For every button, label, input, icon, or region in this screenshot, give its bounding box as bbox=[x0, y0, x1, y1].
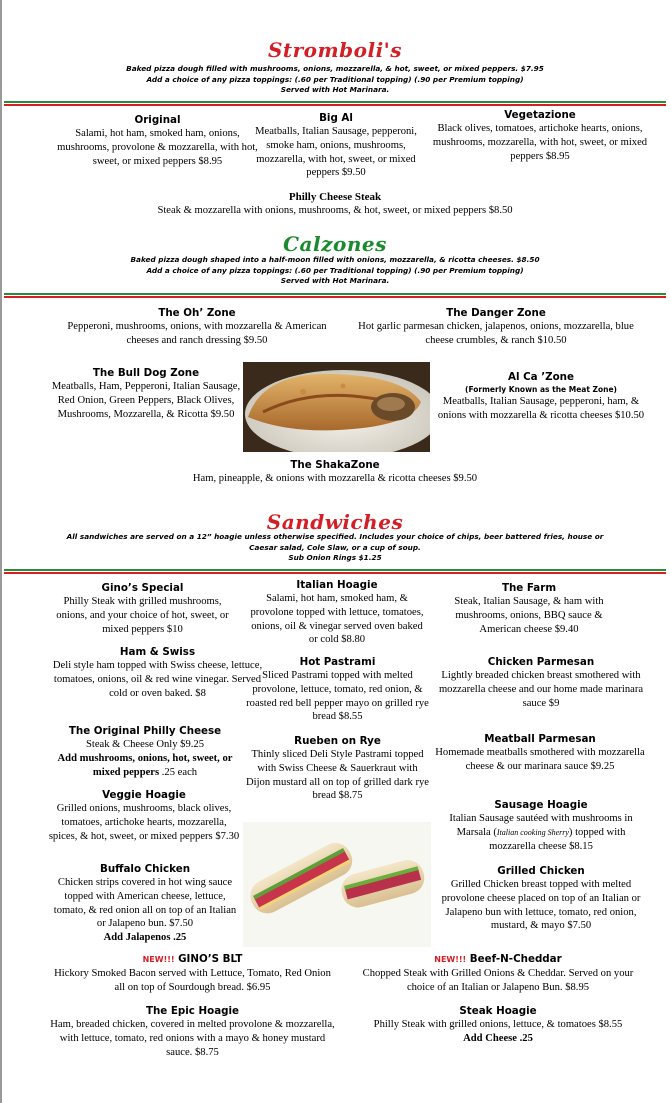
item-desc: ) topped with mozzarella cheese $8.15 bbox=[489, 826, 626, 852]
item-name: Sausage Hoagie bbox=[494, 799, 588, 811]
item-name: Hot Pastrami bbox=[299, 656, 376, 668]
section-divider bbox=[4, 569, 666, 575]
menu-item bbox=[432, 370, 650, 423]
sandwiches-intro-line: All sandwiches are served on a 12” hoagie unless otherwise specified. Includes your choice of chips, beer battered fries, house or bbox=[66, 532, 604, 541]
sandwiches-intro-line: Caesar salad, Cole Slaw, or a cup of soup. bbox=[249, 542, 421, 552]
menu-item bbox=[50, 1004, 335, 1059]
stromboli-title: Stromboli's bbox=[267, 38, 403, 62]
item-desc: Chopped Steak with Grilled Onions & Cheddar. Served on your choice of an Italian or Jalapeno Bun. $8.95 bbox=[362, 968, 634, 993]
item-name: Gino’s Special bbox=[101, 582, 184, 594]
menu-item bbox=[50, 724, 240, 779]
item-name: The Original Philly Cheese bbox=[68, 725, 222, 737]
item-name: The Farm bbox=[501, 582, 557, 594]
sandwiches-intro bbox=[0, 532, 670, 564]
item-desc: Salami, hot ham, smoked ham, & provolone topped with lettuce, tomatoes, onions, oil & vinegar served oven baked or cold $8.80 bbox=[250, 593, 424, 646]
item-desc: Ham, breaded chicken, covered in melted provolone & mozzarella, with lettuce, tomato, red onions with a mayo & honey mustard sauce. $8.75 bbox=[50, 1019, 335, 1058]
item-name: GINO’S BLT bbox=[174, 953, 243, 965]
calzones-title: Calzones bbox=[283, 232, 387, 256]
item-desc: Thinly sliced Deli Style Pastrami topped with Swiss Cheese & Sauerkraut with Dijon mustard all on top of grilled dark rye bread $8.75 bbox=[246, 749, 429, 802]
item-desc: Deli style ham topped with Swiss cheese, lettuce, tomatoes, onions, oil & red wine vinegar. Served cold or oven baked. $8 bbox=[52, 660, 263, 699]
menu-item bbox=[432, 108, 648, 163]
new-badge: NEW!!! bbox=[142, 955, 175, 964]
menu-item bbox=[50, 581, 235, 636]
menu-item bbox=[247, 578, 427, 647]
menu-item bbox=[50, 366, 242, 421]
item-desc-aside: Italian cooking Sherry bbox=[496, 827, 569, 837]
menu-item bbox=[246, 111, 426, 180]
item-name: Veggie Hoagie bbox=[102, 789, 186, 801]
section-divider bbox=[4, 293, 666, 299]
item-name: The Oh’ Zone bbox=[158, 307, 236, 319]
stromboli-intro-line: Add a choice of any pizza toppings: (.60 per Traditional topping) (.90 per Premium topping) bbox=[146, 74, 524, 84]
item-desc: Salami, hot ham, smoked ham, onions, mushrooms, provolone & mozzarella, with hot, sweet, or mixed peppers $8.95 bbox=[57, 128, 258, 167]
menu-item bbox=[52, 306, 342, 348]
item-desc: Lightly breaded chicken breast smothered with mozzarella cheese and our home made marinara sauce $9 bbox=[438, 670, 644, 709]
menu-item bbox=[432, 655, 650, 710]
menu-item bbox=[346, 306, 646, 348]
item-name: Chicken Parmesan bbox=[487, 656, 595, 668]
item-name: The Danger Zone bbox=[446, 307, 546, 319]
menu-item bbox=[348, 1004, 648, 1046]
item-name: The ShakaZone bbox=[290, 459, 380, 471]
menu-item bbox=[60, 190, 610, 218]
item-name: Buffalo Chicken bbox=[99, 863, 191, 875]
item-name: Ham & Swiss bbox=[119, 646, 196, 658]
item-desc: Steak, Italian Sausage, & ham with mushrooms, onions, BBQ sauce & American cheese $9.40 bbox=[454, 596, 604, 635]
menu-item bbox=[48, 788, 240, 843]
item-desc: Ham, pineapple, & onions with mozzarella & ricotta cheeses $9.50 bbox=[192, 473, 478, 484]
item-desc: Pepperoni, mushrooms, onions, with mozzarella & American cheeses and ranch dressing $9.50 bbox=[67, 321, 327, 346]
new-badge: NEW!!! bbox=[434, 955, 467, 964]
menu-item bbox=[245, 734, 430, 803]
stromboli-intro bbox=[0, 64, 670, 96]
item-name: Original bbox=[134, 114, 181, 126]
menu-item bbox=[50, 949, 335, 995]
calzones-intro-line: Baked pizza dough shaped into a half-moon filled with onions, mozzarella, & ricotta cheeses. $8.50 bbox=[130, 255, 540, 264]
item-desc: Hot garlic parmesan chicken, jalapenos, onions, mozzarella, blue cheese crumbles, & ranch $10.50 bbox=[358, 321, 634, 346]
item-name: Beef-N-Cheddar bbox=[466, 953, 562, 965]
item-name: Meatball Parmesan bbox=[484, 733, 596, 745]
item-name: Philly Cheese Steak bbox=[288, 191, 382, 203]
menu-item bbox=[50, 113, 265, 168]
item-addon: Add Cheese .25 bbox=[463, 1032, 533, 1044]
item-desc: Grilled onions, mushrooms, black olives, tomatoes, artichoke hearts, mozzarella, spices, & hot, sweet, or mixed peppers $7.30 bbox=[48, 803, 240, 842]
item-name: Steak Hoagie bbox=[459, 1005, 537, 1017]
menu-item bbox=[434, 864, 648, 933]
item-name: Al Ca ’Zone bbox=[508, 371, 574, 383]
item-name: The Bull Dog Zone bbox=[92, 367, 200, 379]
menu-item bbox=[50, 862, 240, 945]
item-desc: Homemade meatballs smothered with mozzarella cheese & our marinara sauce $9.25 bbox=[435, 747, 645, 772]
sandwich-photo bbox=[243, 822, 431, 947]
calzones-intro bbox=[0, 255, 670, 287]
sandwiches-intro-line: Sub Onion Rings $1.25 bbox=[288, 553, 382, 562]
item-name: Big Al bbox=[319, 112, 353, 124]
menu-item bbox=[348, 949, 648, 995]
calzones-intro-line: Served with Hot Marinara. bbox=[280, 276, 390, 285]
item-desc: Italian Sausage sautéed with mushrooms in Marsala ( bbox=[449, 813, 633, 838]
calzones-intro-line: Add a choice of any pizza toppings: (.60 per Traditional topping) (.90 per Premium topping) bbox=[146, 265, 524, 275]
item-addon-price: .25 each bbox=[159, 766, 198, 778]
item-desc: Grilled Chicken breast topped with melted provolone cheese placed on top of an Italian or Jalapeno bun with lettuce, tomato, red onion, mustard, & mayo $7.50 bbox=[441, 879, 641, 932]
menu-item bbox=[445, 581, 613, 636]
item-desc: Steak & Cheese Only $9.25 bbox=[86, 739, 204, 750]
item-name: The Epic Hoagie bbox=[145, 1005, 240, 1017]
item-desc: Philly Steak with grilled onions, lettuce, & tomatoes $8.55 bbox=[373, 1019, 623, 1030]
menu-item bbox=[434, 798, 648, 853]
menu-item bbox=[245, 655, 430, 724]
item-addon: Add mushrooms, onions, hot, sweet, or mixed peppers bbox=[57, 752, 233, 778]
stromboli-intro-line: Baked pizza dough filled with mushrooms, onions, mozzarella, & hot, sweet, or mixed peppers. $7.95 bbox=[126, 64, 544, 73]
menu-item bbox=[434, 732, 646, 774]
sandwiches-title: Sandwiches bbox=[266, 510, 404, 534]
item-desc: Meatballs, Ham, Pepperoni, Italian Sausage, Red Onion, Green Peppers, Black Olives, Mushrooms, Mozzarella, & Ricotta $9.50 bbox=[51, 381, 241, 420]
calzone-photo bbox=[243, 362, 430, 452]
item-desc: Hickory Smoked Bacon served with Lettuce, Tomato, Red Onion all on top of Sourdough bread. $6.95 bbox=[54, 968, 331, 993]
item-name: Rueben on Rye bbox=[294, 735, 381, 747]
menu-item bbox=[100, 458, 570, 486]
item-desc: Steak & mozzarella with onions, mushrooms, & hot, sweet, or mixed peppers $8.50 bbox=[157, 205, 513, 216]
item-name: Vegetazione bbox=[504, 109, 576, 121]
menu-item bbox=[50, 645, 265, 700]
item-note: (Formerly Known as the Meat Zone) bbox=[465, 385, 617, 394]
stromboli-intro-line: Served with Hot Marinara. bbox=[280, 85, 390, 94]
section-divider bbox=[4, 101, 666, 107]
item-desc: Meatballs, Italian Sausage, pepperoni, ham, & onions with mozzarella & ricotta cheeses $10.50 bbox=[437, 396, 645, 421]
item-name: Italian Hoagie bbox=[296, 579, 378, 591]
item-name: Grilled Chicken bbox=[497, 865, 585, 877]
item-desc: Sliced Pastrami topped with melted provolone, lettuce, tomato, red onion, & roasted red bell pepper mayo on grilled rye bread $8.55 bbox=[246, 670, 429, 723]
item-desc: Chicken strips covered in hot wing sauce topped with American cheese, lettuce, tomato, & red onion all on top of an Italian or Jalapeno bun. $7.50 bbox=[53, 877, 237, 930]
item-desc: Meatballs, Italian Sausage, pepperoni, smoke ham, onions, mushrooms, mozzarella, with hot, sweet, or mixed peppers $9.50 bbox=[255, 126, 417, 179]
item-desc: Philly Steak with grilled mushrooms, onions, and your choice of hot, sweet, or mixed peppers $10 bbox=[56, 596, 229, 635]
item-desc: Black olives, tomatoes, artichoke hearts, onions, mushrooms, mozzarella, with hot, sweet, or mixed peppers $8.95 bbox=[432, 123, 648, 162]
item-addon: Add Jalapenos .25 bbox=[103, 932, 187, 944]
